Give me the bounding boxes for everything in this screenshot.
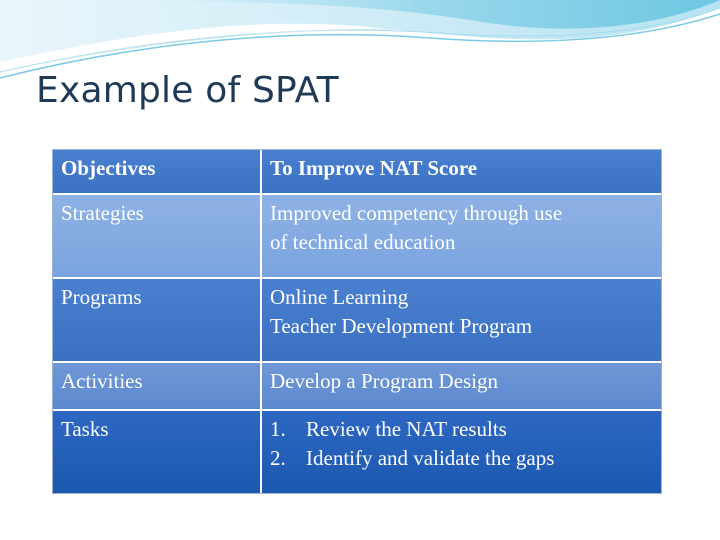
cell-value-strategies: [261, 194, 661, 278]
table-row-activities: [53, 362, 661, 410]
program-line: Teacher Development Program: [270, 314, 533, 338]
task-text: Identify and validate the gaps: [306, 446, 555, 470]
strategies-line: Improved competency through use: [270, 201, 563, 225]
task-item: [270, 444, 653, 473]
cell-label-programs: Programs: [53, 278, 261, 362]
task-text: Review the NAT results: [306, 417, 507, 441]
tasks-list: [270, 415, 653, 473]
task-number: 1.: [270, 417, 286, 441]
table-row-programs: [53, 278, 661, 362]
table-row-strategies: [53, 194, 661, 278]
cell-label-activities: Activities: [53, 362, 261, 410]
cell-label-tasks: Tasks: [53, 410, 261, 493]
cell-label-strategies: Strategies: [53, 194, 261, 278]
task-number: 2.: [270, 446, 286, 470]
cell-label-objectives: Objectives: [53, 150, 261, 194]
spat-table: [53, 150, 661, 493]
slide-title: Example of SPAT: [36, 70, 339, 111]
table-row-tasks: [53, 410, 661, 493]
cell-value-tasks: [261, 410, 661, 493]
cell-value-programs: [261, 278, 661, 362]
cell-value-activities: Develop a Program Design: [261, 362, 661, 410]
strategies-line: of technical education: [270, 230, 456, 254]
cell-value-objectives: To Improve NAT Score: [261, 150, 661, 194]
program-line: Online Learning: [270, 285, 409, 309]
task-item: [270, 415, 653, 444]
table-row-objectives: [53, 150, 661, 194]
